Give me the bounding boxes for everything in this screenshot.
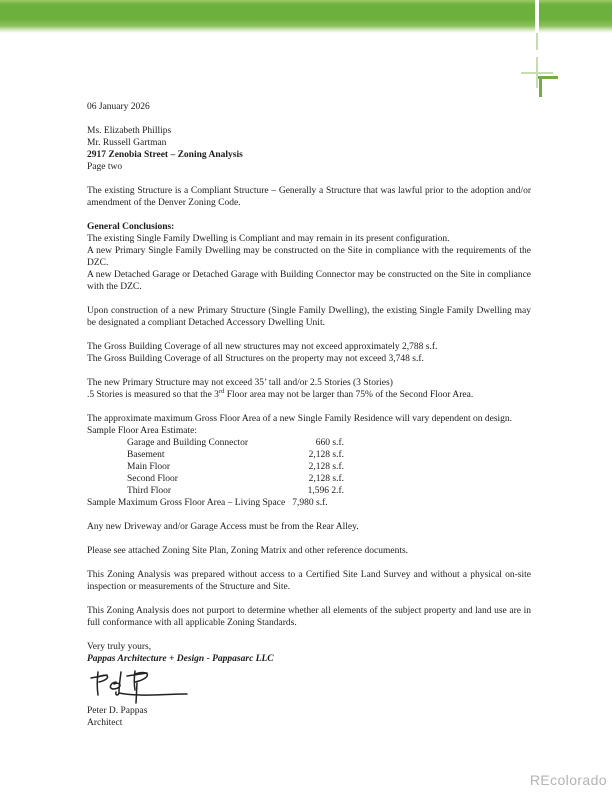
floor-area-table (87, 437, 531, 497)
letter-emphasis-line: Pappas Architecture + Design - Pappasarc LLC (87, 654, 274, 664)
letter-line: A new Primary Single Family Dwelling may be constructed on the Site in compliance with the requirements of the DZC. (87, 246, 531, 268)
paragraph-gap (87, 173, 531, 185)
paragraph-gap (87, 509, 531, 521)
floor-label: Garage and Building Connector (127, 438, 249, 448)
floor-value: 1,596 2.f. (307, 486, 344, 496)
paragraph-gap (87, 293, 531, 305)
superscript-text: rd (218, 387, 225, 395)
crosshair-drop-line (536, 33, 538, 50)
letter-text: Floor area may not be larger than 75% of the Second Floor Area. (224, 390, 474, 400)
letter-line: Any new Driveway and/or Garage Access must be from the Rear Alley. (87, 522, 359, 532)
watermark-recolorado: REcolorado (529, 772, 607, 788)
letter-line: Architect (87, 718, 123, 728)
letter-line: This Zoning Analysis was prepared without access to a Certified Site Land Survey and without a physical on-site inspection or measurements of the Structure and Site. (87, 570, 531, 592)
floor-value: 2,128 s.f. (308, 474, 344, 484)
letter-line: A new Detached Garage or Detached Garage with Building Connector may be constructed on the Site in compliance with the DZC. (87, 270, 531, 292)
crosshair-icon (536, 57, 538, 88)
paragraph-gap (87, 557, 531, 569)
table-row (87, 437, 531, 449)
letter-line: Ms. Elizabeth Phillips (87, 126, 172, 136)
floor-label: Main Floor (127, 462, 171, 472)
paragraph-gap (87, 593, 531, 605)
letter-line: The approximate maximum Gross Floor Area of a new Single Family Residence will vary dependent on design. (87, 414, 513, 424)
table-row (87, 473, 531, 485)
table-row (87, 461, 531, 473)
corner-mark-icon (539, 76, 542, 97)
letter-text: .5 Stories is measured so that the 3 (87, 390, 219, 400)
letter-line: Mr. Russell Gartman (87, 138, 167, 148)
floor-value: 2,128 s.f. (308, 450, 344, 460)
paragraph-gap (87, 401, 531, 413)
letter-line: This Zoning Analysis does not purport to determine whether all elements of the subject property and land use are in full conformance with all applicable Zoning Standards. (87, 606, 531, 628)
letter-line: Upon construction of a new Primary Structure (Single Family Dwelling), the existing Single Family Dwelling may be designated a compliant Detached Accessory Dwelling Unit. (87, 306, 531, 328)
letter-emphasis-line: 2917 Zenobia Street – Zoning Analysis (87, 150, 243, 160)
floor-label: Basement (127, 450, 165, 460)
letter-body (87, 101, 531, 729)
paragraph-gap (87, 329, 531, 341)
floor-value: 2,128 s.f. (308, 462, 344, 472)
top-bar-notch (535, 0, 539, 33)
letter-line: The existing Single Family Dwelling is Compliant and may remain in its present configuration. (87, 234, 450, 244)
floor-value: 660 s.f. (315, 438, 344, 448)
letter-line: The Gross Building Coverage of all new structures may not exceed approximately 2,788 s.f. (87, 342, 438, 352)
table-row (87, 485, 531, 497)
letter-line: Sample Maximum Gross Floor Area – Living Space 7,980 s.f. (87, 498, 328, 508)
letter-line: The Gross Building Coverage of all Structures on the property may not exceed 3,748 s.f. (87, 354, 424, 364)
paragraph-gap (87, 209, 531, 221)
letter-line: The new Primary Structure may not exceed 35’ tall and/or 2.5 Stories (3 Stories) (87, 378, 393, 388)
table-row (87, 449, 531, 461)
letter-line: Sample Floor Area Estimate: (87, 426, 198, 436)
paragraph-gap (87, 533, 531, 545)
letter-line: Please see attached Zoning Site Plan, Zoning Matrix and other reference documents. (87, 546, 409, 556)
letter-line: Peter D. Pappas (87, 706, 148, 716)
letter-line: Page two (87, 162, 123, 172)
letter-emphasis-line: General Conclusions: (87, 222, 175, 232)
letter-line: 06 January 2026 (87, 102, 150, 112)
floor-label: Second Floor (127, 474, 178, 484)
signature-scribble (89, 668, 201, 704)
floor-label: Third Floor (127, 486, 172, 496)
paragraph-gap (87, 113, 531, 125)
paragraph-gap (87, 629, 531, 641)
letter-line: Very truly yours, (87, 642, 152, 652)
letterhead-top-bar (0, 0, 612, 33)
letter-line: The existing Structure is a Compliant Structure – Generally a Structure that was lawful prior to the adoption and/or amendment of the Denver Zoning Code. (87, 186, 531, 208)
letter-line (87, 389, 531, 401)
paragraph-gap (87, 365, 531, 377)
